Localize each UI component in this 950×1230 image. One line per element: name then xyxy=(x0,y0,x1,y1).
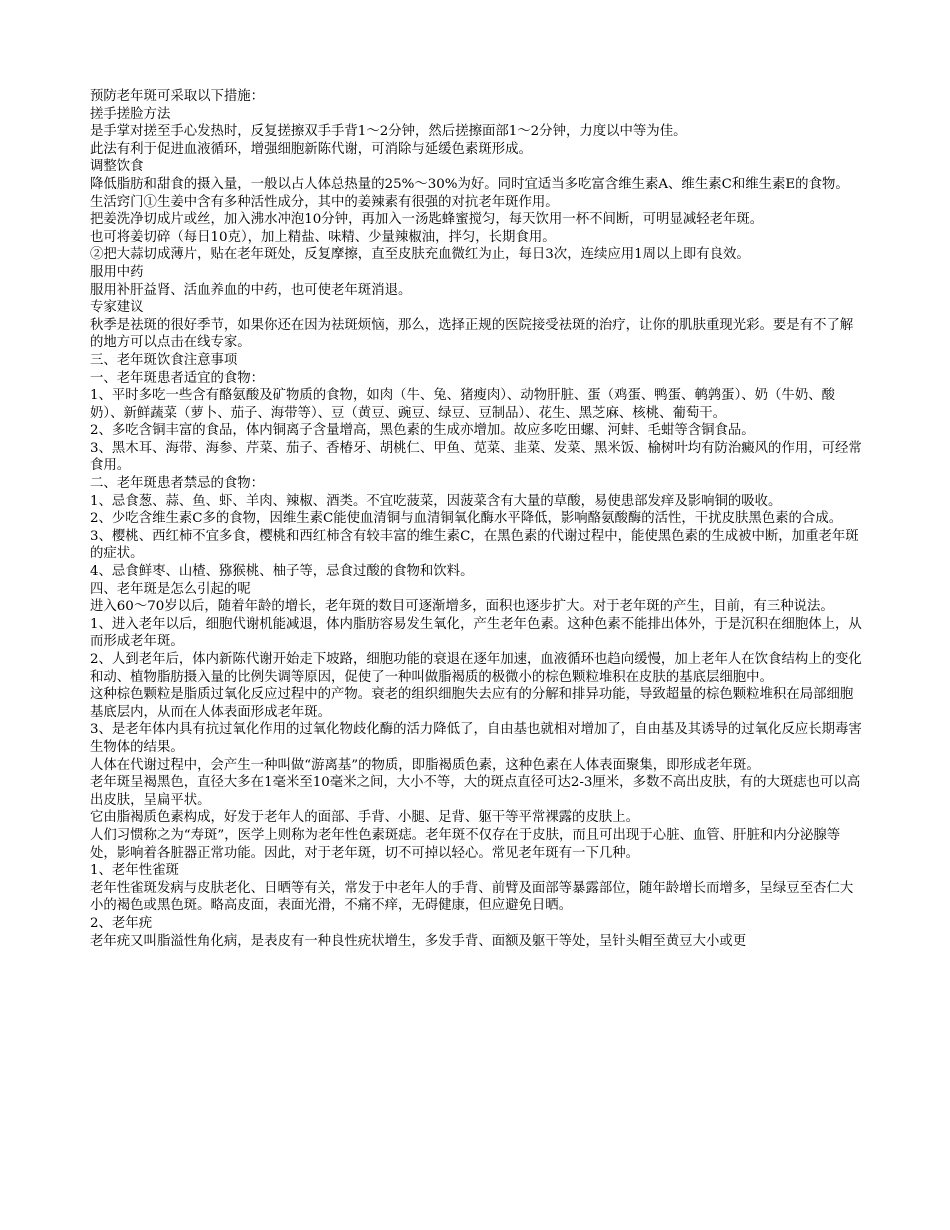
paragraph-17: 2、多吃含铜丰富的食品，体内铜离子含量增高，黑色素的生成亦增加。故应多吃田螺、河蚌、毛蚶等含铜食品。 xyxy=(90,423,755,439)
paragraph-24: 四、老年斑是怎么引起的呢 xyxy=(90,581,251,597)
paragraph-13: 秋季是祛斑的很好季节，如果你还在因为祛斑烦恼，那么，选择正规的医院接受祛斑的治疗，让你的肌肤重现光彩。要是有不了解的地方可以点击在线专家。 xyxy=(90,317,854,351)
paragraph-10: 服用中药 xyxy=(90,264,144,280)
paragraph-28: 这种棕色颗粒是脂质过氧化反应过程中的产物。衰老的组织细胞失去应有的分解和排异功能，导致超量的棕色颗粒堆积在局部细胞基底层内，从而在人体表面形成老年斑。 xyxy=(90,687,854,720)
paragraph-23: 4、忌食鲜枣、山楂、猕猴桃、柚子等，忌食过酸的食物和饮料。 xyxy=(90,564,474,580)
paragraph-37: 老年疣又叫脂溢性角化病，是表皮有一种良性疣状增生，多发手背、面额及躯干等处，呈针头帽至黄豆大小或更 xyxy=(90,933,747,949)
paragraph-12: 专家建议 xyxy=(90,300,144,316)
paragraph-22: 3、樱桃、西红柿不宜多食，樱桃和西红柿含有较丰富的维生素C，在黑色素的代谢过程中，能使黑色素的生成被中断，加重老年斑的症状。 xyxy=(90,528,859,562)
paragraph-27: 2、人到老年后，体内新陈代谢开始走下坡路，细胞功能的衰退在逐年加速，血液循环也趋向缓慢，加上老年人在饮食结构上的变化和动、植物脂肪摄入量的比例失调等原因，促使了一种叫做脂褐质的极微小的棕色颗粒堆积在皮肤的基底层细胞中。 xyxy=(90,652,862,685)
paragraph-3: 此法有利于促进血液循环，增强细胞新陈代谢，可消除与延缓色素斑形成。 xyxy=(90,141,532,157)
paragraph-21: 2、少吃含维生素C多的食物，因维生素C能使血清铜与血清铜氧化酶水平降低，影响酪氨酸酶的活性，干扰皮肤黑色素的合成。 xyxy=(90,511,843,527)
paragraph-5: 降低脂肪和甜食的摄入量，一般以占人体总热量的25%～30%为好。同时宜适当多吃富含维生素A、维生素C和维生素E的食物。 xyxy=(90,176,849,192)
paragraph-25: 进入60～70岁以后，随着年龄的增长，老年斑的数目可逐渐增多，面积也逐步扩大。对于老年斑的产生，目前，有三种说法。 xyxy=(90,599,834,615)
paragraph-20: 1、忌食葱、蒜、鱼、虾、羊肉、辣椒、酒类。不宜吃菠菜，因菠菜含有大量的草酸，易使患部发痒及影响铜的吸收。 xyxy=(90,493,782,509)
paragraph-34: 1、老年性雀斑 xyxy=(90,863,179,879)
paragraph-8: 也可将姜切碎（每日10克），加上精盐、味精、少量辣椒油，拌匀，长期食用。 xyxy=(90,229,556,245)
paragraph-15: 一、老年斑患者适宜的食物： xyxy=(90,370,265,386)
paragraph-0: 预防老年斑可采取以下措施： xyxy=(90,89,265,104)
paragraph-32: 它由脂褐质色素构成，好发于老年人的面部、手背、小腿、足背、躯干等平常裸露的皮肤上。 xyxy=(90,810,640,826)
paragraph-16: 1、平时多吃一些含有酪氨酸及矿物质的食物，如肉（牛、兔、猪瘦肉）、动物肝脏、蛋（鸡蛋、鸭蛋、鹌鹑蛋）、奶（牛奶、酸奶）、新鲜蔬菜（萝卜、茄子、海带等）、豆（黄豆、豌豆、绿豆、豆制品）、花生、黑芝麻、核桃、葡萄干。 xyxy=(90,388,835,421)
paragraph-35: 老年性雀斑发病与皮肤老化、日晒等有关，常发于中老年人的手背、前臂及面部等暴露部位，随年龄增长而增多，呈绿豆至杏仁大小的褐色或黑色斑。略高皮面，表面光滑，不痛不痒，无碍健康，但应避免日晒。 xyxy=(90,880,854,914)
article-body xyxy=(90,88,862,950)
paragraph-11: 服用补肝益肾、活血养血的中药，也可使老年斑消退。 xyxy=(90,282,412,298)
paragraph-2: 是手掌对搓至手心发热时，反复搓擦双手手背1～2分钟，然后搓擦面部1～2分钟，力度以中等为佳。 xyxy=(90,124,687,140)
paragraph-14: 三、老年斑饮食注意事项 xyxy=(90,352,238,368)
paragraph-9: ②把大蒜切成薄片，贴在老年斑处，反复摩擦，直至皮肤充血微红为止，每日3次，连续应用1周以上即有良效。 xyxy=(90,247,750,263)
paragraph-29: 3、是老年体内具有抗过氧化作用的过氧化物歧化酶的活力降低了，自由基也就相对增加了，自由基及其诱导的过氧化反应长期毒害生物体的结果。 xyxy=(90,722,862,755)
paragraph-26: 1、进入老年以后，细胞代谢机能减退，体内脂肪容易发生氧化，产生老年色素。这种色素不能排出体外，于是沉积在细胞体上，从而形成老年斑。 xyxy=(90,616,862,650)
paragraph-7: 把姜洗净切成片或丝，加入沸水冲泡10分钟，再加入一汤匙蜂蜜搅匀，每天饮用一杯不间断，可明显减轻老年斑。 xyxy=(90,212,764,228)
paragraph-30: 人体在代谢过程中，会产生一种叫做“游离基”的物质，即脂褐质色素，这种色素在人体表面聚集，即形成老年斑。 xyxy=(90,757,760,773)
paragraph-33: 人们习惯称之为“寿斑”，医学上则称为老年性色素斑痣。老年斑不仅存在于皮肤，而且可出现于心脏、血管、肝脏和内分泌腺等处，影响着各脏器正常功能。因此，对于老年斑，切不可掉以轻心。常见老年斑有一下几种。 xyxy=(90,827,841,861)
paragraph-31: 老年斑呈褐黑色，直径大多在1毫米至10毫米之间，大小不等，大的斑点直径可达2-3厘米，多数不高出皮肤，有的大斑痣也可以高出皮肤，呈扁平状。 xyxy=(90,775,861,808)
paragraph-6: 生活窍门①生姜中含有多种活性成分，其中的姜辣素有很强的对抗老年斑作用。 xyxy=(90,194,559,210)
paragraph-4: 调整饮食 xyxy=(90,159,144,175)
paragraph-36: 2、老年疣 xyxy=(90,915,153,931)
paragraph-19: 二、老年斑患者禁忌的食物： xyxy=(90,476,265,492)
paragraph-1: 搓手搓脸方法 xyxy=(90,106,171,122)
paragraph-18: 3、黑木耳、海带、海参、芹菜、茄子、香椿牙、胡桃仁、甲鱼、苋菜、韭菜、发菜、黑米饭、榆树叶均有防治癜风的作用，可经常食用。 xyxy=(90,440,862,474)
